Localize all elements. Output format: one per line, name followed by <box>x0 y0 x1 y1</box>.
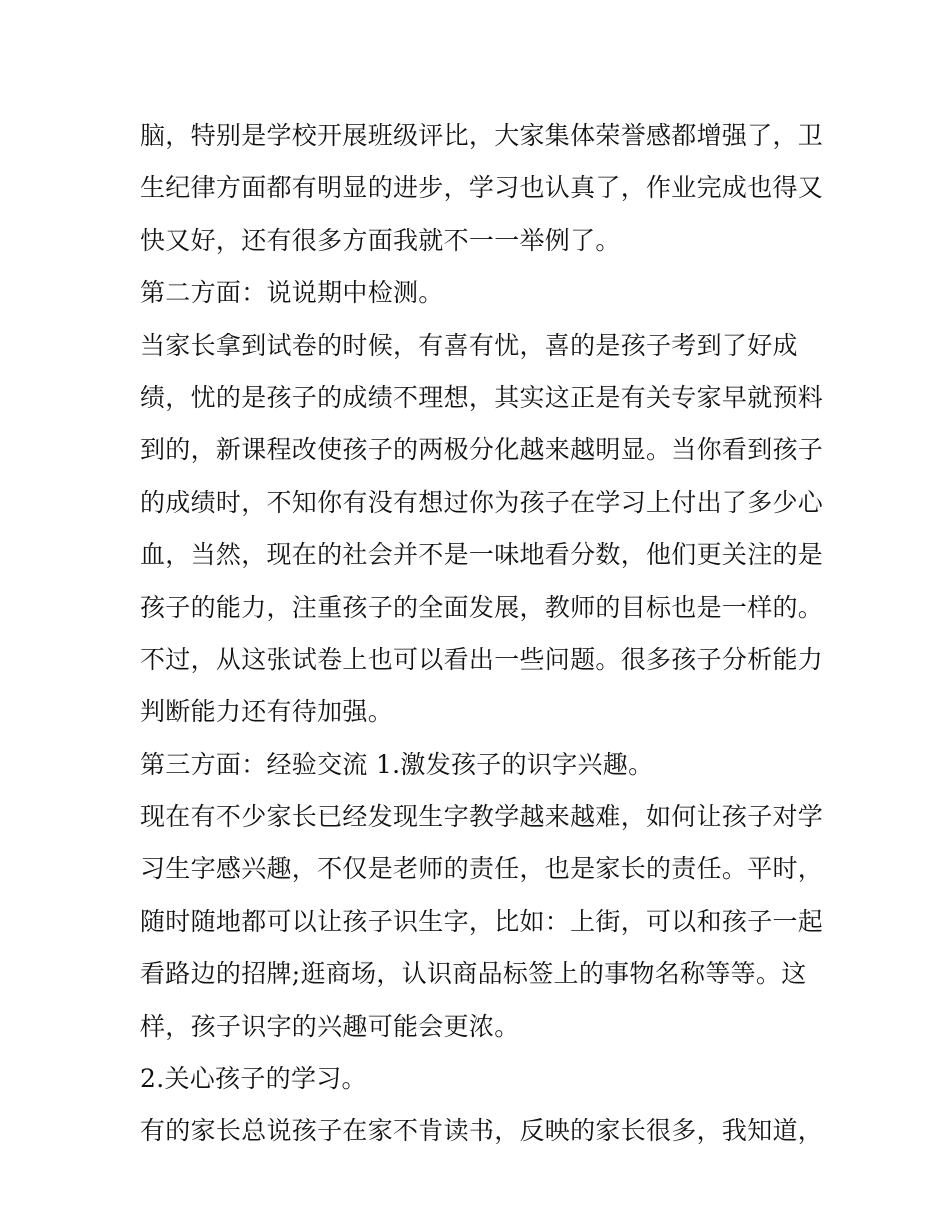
text-line: 样，孩子识字的兴趣可能会更浓。 <box>140 1011 520 1041</box>
text-line: 现在有不少家长已经发现生字教学越来越难，如何让孩子对学 <box>140 802 824 832</box>
subsection-heading: 2.关心孩子的学习。 <box>140 1064 367 1094</box>
text-line: 的成绩时，不知你有没有想过你为孩子在学习上付出了多少心 <box>140 487 824 517</box>
text-line: 习生字感兴趣，不仅是老师的责任，也是家长的责任。平时， <box>140 854 824 884</box>
text-line: 孩子的能力，注重孩子的全面发展，教师的目标也是一样的。 <box>140 592 824 622</box>
text-line: 随时随地都可以让孩子识生字，比如：上街，可以和孩子一起 <box>140 906 824 936</box>
document-body <box>140 110 824 1158</box>
text-line: 生纪律方面都有明显的进步，学习也认真了，作业完成也得又 <box>140 173 824 203</box>
text-line: 血，当然，现在的社会并不是一味地看分数，他们更关注的是 <box>140 540 824 570</box>
section-heading: 第三方面：经验交流 1.激发孩子的识字兴趣。 <box>140 749 654 779</box>
text-line: 快又好，还有很多方面我就不一一举例了。 <box>140 225 621 255</box>
section-heading: 第二方面：说说期中检测。 <box>140 278 444 308</box>
text-line: 看路边的招牌;逛商场，认识商品标签上的事物名称等等。这 <box>140 959 807 989</box>
text-line: 到的，新课程改使孩子的两极分化越来越明显。当你看到孩子 <box>140 435 824 465</box>
text-line: 绩，忧的是孩子的成绩不理想，其实这正是有关专家早就预料 <box>140 382 824 412</box>
text-line: 有的家长总说孩子在家不肯读书，反映的家长很多，我知道， <box>140 1116 824 1146</box>
text-line: 脑，特别是学校开展班级评比，大家集体荣誉感都增强了，卫 <box>140 121 824 150</box>
text-line: 判断能力还有待加强。 <box>140 697 394 727</box>
text-line: 不过，从这张试卷上也可以看出一些问题。很多孩子分析能力 <box>140 644 824 674</box>
text-line: 当家长拿到试卷的时候，有喜有忧，喜的是孩子考到了好成 <box>140 330 798 360</box>
